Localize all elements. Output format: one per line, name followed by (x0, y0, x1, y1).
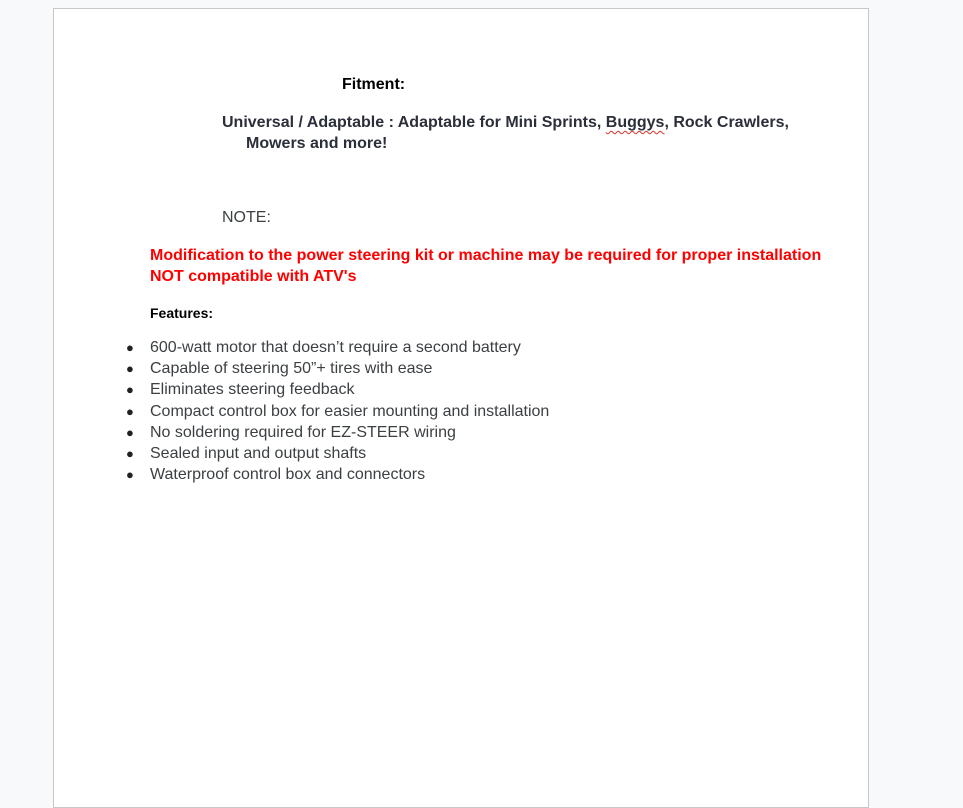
fitment-line-1-prefix: Universal / Adaptable : Adaptable for Mini Sprints, (222, 114, 606, 131)
bullet-icon: ● (126, 424, 134, 440)
feature-text: Sealed input and output shafts (150, 444, 367, 462)
features-label: Features: (150, 305, 214, 321)
feature-text: No soldering required for EZ-STEER wiring (150, 423, 456, 441)
warning-line-2: NOT compatible with ATV's (150, 268, 357, 285)
feature-text: Eliminates steering feedback (150, 381, 355, 399)
fitment-heading: Fitment: (342, 76, 406, 93)
bullet-icon: ● (126, 340, 134, 355)
fitment-line-1 (222, 112, 789, 133)
feature-text: Waterproof control box and connectors (150, 466, 426, 484)
document-page[interactable] (53, 8, 869, 808)
warning-line-1: Modification to the power steering kit or machine may be required for proper installation (150, 247, 822, 264)
fitment-line-1-suffix: , Rock Crawlers, (664, 114, 789, 131)
bullet-icon: ● (126, 361, 134, 377)
fitment-line-2: Mowers and more! (246, 135, 388, 152)
bullet-icon: ● (126, 382, 134, 398)
bullet-icon: ● (126, 403, 134, 419)
feature-text: Compact control box for easier mounting and installation (150, 402, 550, 420)
feature-text: Capable of steering 50”+ tires with ease (150, 360, 433, 378)
misspelled-word[interactable]: Buggys (605, 114, 665, 131)
feature-text: 600-watt motor that doesn’t require a second battery (150, 339, 521, 356)
bullet-icon: ● (126, 467, 134, 483)
note-label: NOTE: (222, 209, 271, 226)
bullet-icon: ● (126, 445, 134, 461)
